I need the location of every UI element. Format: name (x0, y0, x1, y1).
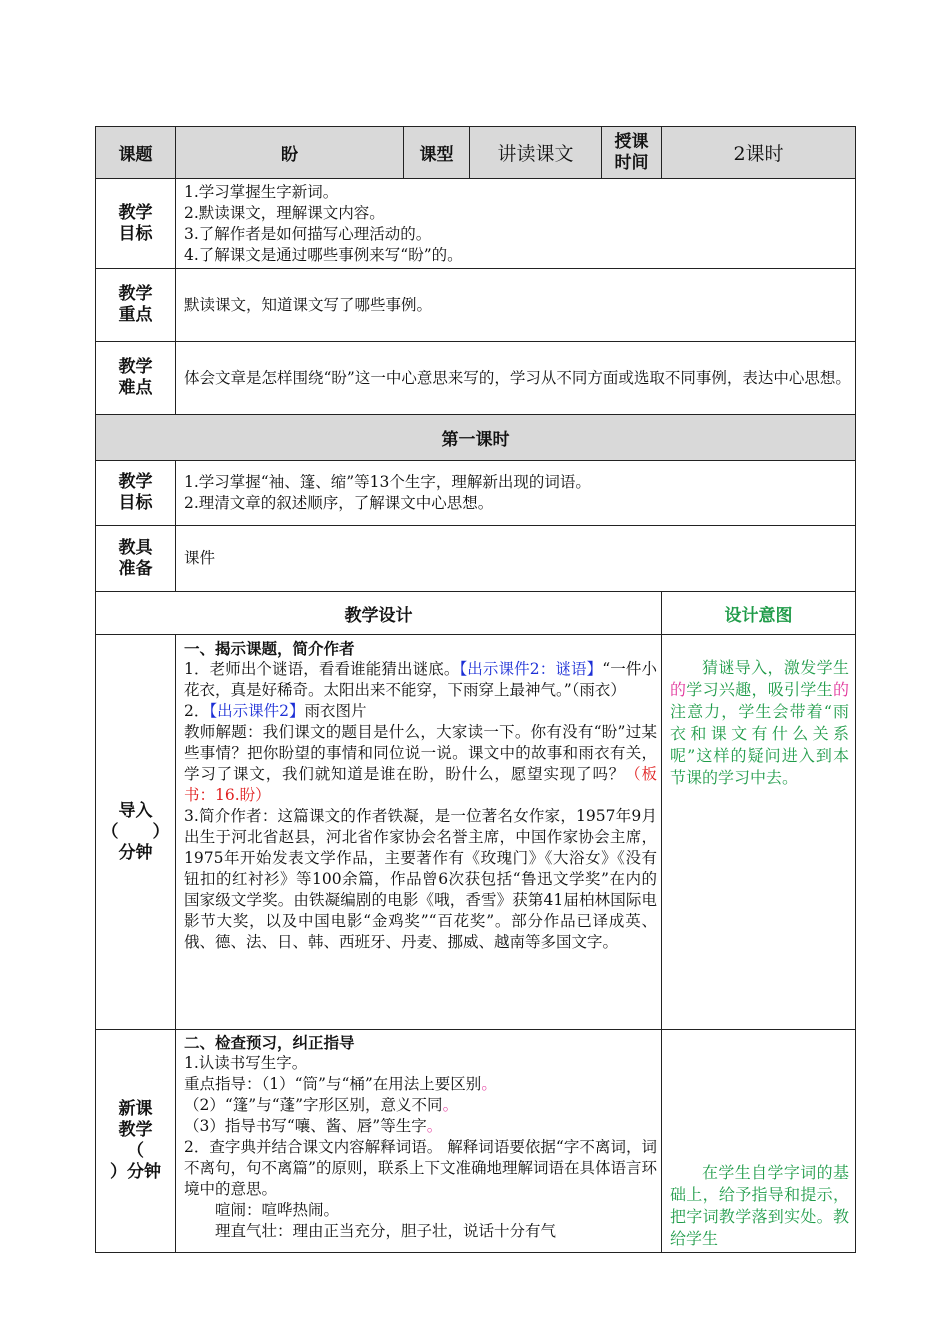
new-step-focus: （2）“篷”与“蓬”字形区别，意义不同。 (184, 1096, 459, 1114)
tools-row (96, 526, 856, 592)
focus-text: 默读课文，知道课文写了哪些事例。 (176, 269, 856, 342)
goals-label: 教学目标 (96, 179, 176, 269)
lesson1-goal-item: 2.理清文章的叙述顺序，了解课文中心思想。 (184, 494, 494, 512)
goal-item: 2.默读课文，理解课文内容。 (184, 203, 385, 222)
lesson-plan-table (95, 126, 856, 1253)
goals-row (96, 179, 856, 269)
lesson1-goals-row (96, 461, 856, 526)
type-value: 讲读课文 (470, 127, 602, 179)
new-heading: 二、检查预习，纠正指导 (184, 1033, 355, 1052)
design-header-row (96, 592, 856, 635)
intro-step-author: 3.简介作者：这篇课文的作者铁凝，是一位著名女作家，1957年9月出生于河北省赵县，河北省作家协会名誉主席，中国作家协会主席， 1975年开始发表文学作品，主要著作有《玫瑰门》《大浴女》《没有钮扣的红衬衫》等100余篇，作品曾6次获包括“鲁迅文学奖”在内的国家级文学奖。由铁凝编剧的电影《哦，香雪》获第41届柏林国际电影节大奖，以及中国电影“金鸡奖”“百花奖”。部分作品已译成英、俄、德、法、日、韩、西班牙、丹麦、挪威、越南等多国文字。 (184, 807, 657, 951)
new-step-focus: 重点指导：（1）“筒”与“桶”在用法上要区别。 (184, 1075, 497, 1093)
difficulty-text: 体会文章是怎样围绕“盼”这一中心意思来写的，学习从不同方面或选取不同事例，表达中心思想。 (176, 342, 856, 415)
intro-step-2: 2．【出示课件2】雨衣图片 (184, 702, 367, 720)
lesson1-goals-label: 教学目标 (96, 461, 176, 526)
intro-row (96, 635, 856, 1030)
type-label: 课型 (404, 127, 470, 179)
tools-label: 教具准备 (96, 526, 176, 592)
intro-step-explain: 教师解题：我们课文的题目是什么，大家读一下。你有没有“盼”过某些事情？把你盼望的事情和同位说一说。课文中的故事和雨衣有关，学习了课文，我们就知道是谁在盼，盼什么，愿望实现了吗？（板书：16.盼） (184, 723, 657, 804)
time-value: 2课时 (662, 127, 856, 179)
new-step-1: 1.认读书写生字。 (184, 1054, 308, 1072)
topic-value: 盼 (176, 127, 404, 179)
focus-label: 教学重点 (96, 269, 176, 342)
new-step-2: 2．查字典并结合课文内容解释词语。 解释词语要依据“字不离词，词不离句，句不离篇”的原则，联系上下文准确地理解词语在具体语言环境中的意思。 (184, 1138, 657, 1198)
goal-item: 1.学习掌握生字新词。 (184, 182, 339, 201)
new-lesson-row (96, 1030, 856, 1253)
header-row (96, 127, 856, 179)
time-label: 授课时间 (602, 127, 662, 179)
lesson1-goals-content (176, 461, 856, 526)
goals-content (176, 179, 856, 269)
lesson1-title: 第一课时 (96, 415, 856, 461)
new-word-1: 喧闹：喧哗热闹。 (215, 1201, 340, 1219)
difficulty-row (96, 342, 856, 415)
lesson1-goal-item: 1.学习掌握“袖、篷、缩”等13个生字，理解新出现的词语。 (184, 473, 591, 491)
intro-step-1: 1．老师出个谜语，看看谁能猜出谜底。【出示课件2：谜语】“一件小花衣，真是好稀奇。太阳出来不能穿，下雨穿上最神气。”（雨衣） (184, 660, 657, 699)
topic-label: 课题 (96, 127, 176, 179)
tools-text: 课件 (176, 526, 856, 592)
new-step-focus: （3）指导书写“嚷、酱、唇”等生字。 (184, 1117, 443, 1135)
goal-item: 4.了解课文是通过哪些事例来写“盼”的。 (184, 245, 463, 264)
intro-label: 导入 （ ） 分钟 (96, 635, 176, 1030)
goal-item: 3.了解作者是如何描写心理活动的。 (184, 224, 432, 243)
design-col-label: 教学设计 (96, 592, 662, 635)
difficulty-label: 教学难点 (96, 342, 176, 415)
intro-content (176, 635, 662, 1030)
lesson1-title-row (96, 415, 856, 461)
intro-heading: 一、揭示课题，简介作者 (184, 639, 355, 658)
intent-col-label: 设计意图 (662, 592, 856, 635)
new-lesson-label: 新课 教学 （ ）分钟 (96, 1030, 176, 1253)
new-word-2: 理直气壮：理由正当充分，胆子壮，说话十分有气 (215, 1222, 557, 1240)
new-lesson-intent: 在学生自学字词的基础上，给予指导和提示，把字词教学落到实处。教给学生 (662, 1030, 856, 1253)
focus-row (96, 269, 856, 342)
intro-intent: 猜谜导入，激发学生的学习兴趣，吸引学生的注意力，学生会带着“雨衣和课文有什么关系呢”这样的疑问进入到本节课的学习中去。 (662, 635, 856, 1030)
new-lesson-content (176, 1030, 662, 1253)
